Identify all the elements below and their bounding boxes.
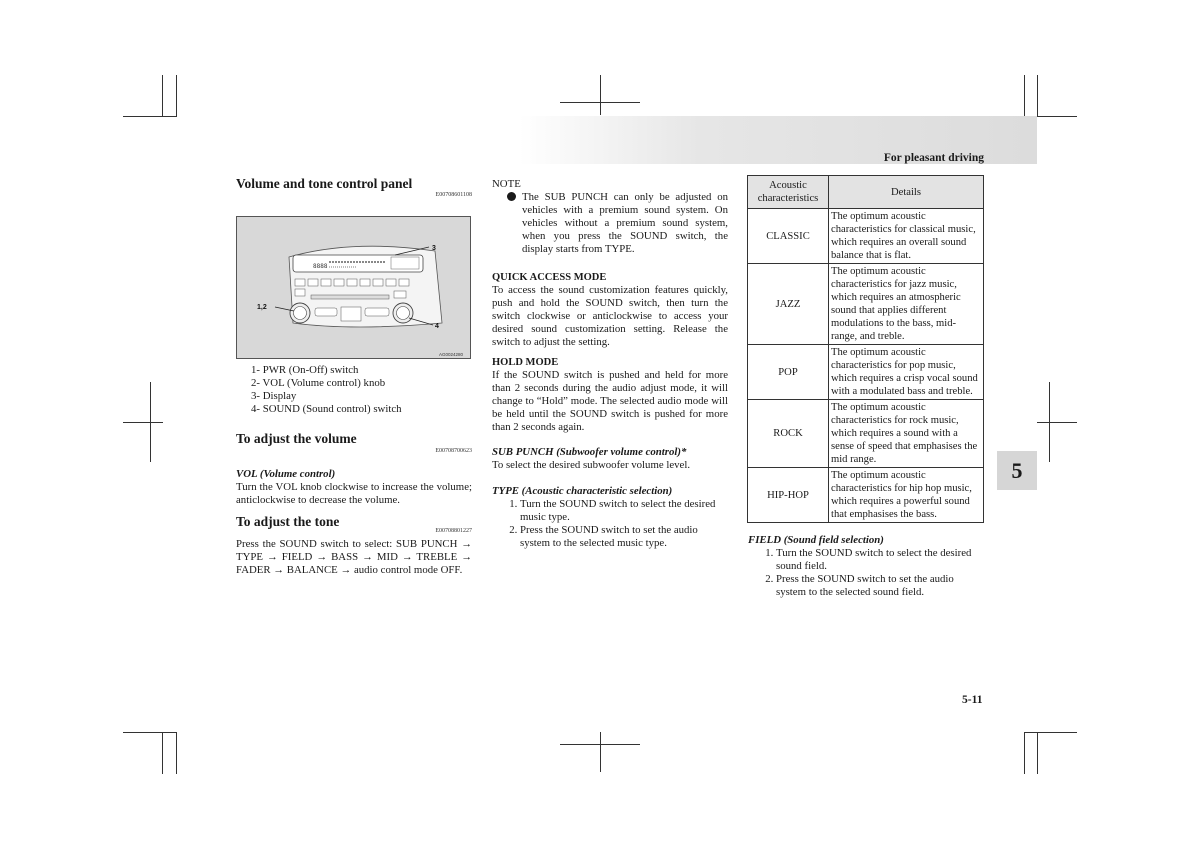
display-digits: 8888 (313, 263, 328, 270)
tone-body: Press the SOUND switch to select: SUB PUNCH → TYPE → FIELD → BASS → MID → TREBLE → FADER → BALANCE → audio control mode OFF. (236, 538, 472, 576)
crop-mark (1024, 732, 1025, 774)
table-header: Acoustic characteristics (748, 176, 829, 209)
hold-mode-body: If the SOUND switch is pushed and held for more than 2 seconds during the audio adjust mode, it will change to “Hold” mode. The selected audio mode will be held until the SOUND switch is pushed for more than 2 seconds again. (492, 369, 728, 433)
control-panel-figure (236, 216, 471, 359)
crop-mark (1037, 75, 1038, 117)
table-row (748, 400, 984, 468)
figure-legend (236, 364, 472, 416)
legend-item: 3- Display (251, 390, 297, 402)
table-cell-name: CLASSIC (748, 209, 829, 264)
callout-3: 3 (432, 245, 436, 252)
table-row (748, 468, 984, 523)
adjust-volume-code: E00708700623 (435, 448, 472, 454)
sub-punch-heading: SUB PUNCH (Subwoofer volume control)* (492, 446, 687, 458)
field-section (748, 534, 984, 599)
crop-mark (1024, 75, 1025, 117)
section-title: For pleasant driving (883, 152, 984, 164)
legend-item: 2- VOL (Volume control) knob (251, 377, 386, 389)
crop-mark (150, 382, 151, 462)
crop-mark (1037, 422, 1077, 423)
hold-mode-heading: HOLD MODE (492, 357, 559, 368)
table-cell-name: JAZZ (748, 264, 829, 345)
field-step: 1. Turn the SOUND switch to select the desired sound field. (776, 547, 984, 573)
table-row (748, 209, 984, 264)
crop-mark (1037, 732, 1038, 774)
quick-access-body: To access the sound customization features quickly, push and hold the SOUND switch, then turn the switch clockwise or anticlockwise to access your desired sound customization setting. Release the switch to adjust the setting. (492, 284, 728, 348)
legend-item: 4- SOUND (Sound control) switch (251, 403, 402, 415)
vol-body: Turn the VOL knob clockwise to increase the volume; anticlockwise to decrease the volume. (236, 481, 472, 506)
sub-punch-section (492, 446, 728, 472)
table-header-row (748, 176, 984, 209)
crop-mark (1049, 382, 1050, 462)
chapter-tab: 5 (997, 451, 1037, 490)
type-step: 1. Turn the SOUND switch to select the desired music type. (520, 498, 728, 524)
note-block (492, 178, 728, 256)
adjust-tone-heading: To adjust the tone (236, 514, 340, 529)
crop-mark (1024, 732, 1077, 733)
note-label: NOTE (492, 178, 521, 190)
table-cell-details: The optimum acoustic characteristics for pop music, which requires a crisp vocal sound with a modulated bass and treble. (829, 345, 984, 400)
table-cell-details: The optimum acoustic characteristics for rock music, which requires a sound with a sense of speed that emphasises the mid range. (829, 400, 984, 468)
adjust-tone-section (236, 515, 472, 577)
quick-access-heading: QUICK ACCESS MODE (492, 272, 607, 283)
acoustic-table (747, 175, 984, 523)
crop-mark (176, 732, 177, 774)
field-heading: FIELD (Sound field selection) (748, 534, 884, 546)
table-cell-name: ROCK (748, 400, 829, 468)
panel-heading: Volume and tone control panel (236, 176, 413, 191)
sub-punch-body: To select the desired subwoofer volume level. (492, 459, 691, 471)
note-body: The SUB PUNCH can only be adjusted on vehicles with a premium sound system. On vehicles without a premium sound system, when you press the SOUND switch, the display starts from TYPE. (522, 191, 728, 255)
figure-code: AG0024280 (439, 352, 464, 357)
table-row (748, 345, 984, 400)
table-row (748, 264, 984, 345)
callout-4: 4 (435, 323, 439, 330)
crop-mark (600, 75, 601, 115)
note-item (492, 191, 728, 256)
table-cell-details: The optimum acoustic characteristics for jazz music, which requires an atmospheric sound that applies different modulations to the bass, mid-range, and treble. (829, 264, 984, 345)
bullet-icon (507, 192, 516, 201)
crop-mark (123, 732, 177, 733)
table-cell-name: HIP-HOP (748, 468, 829, 523)
table-cell-name: POP (748, 345, 829, 400)
type-step: 2. Press the SOUND switch to set the audio system to the selected music type. (520, 524, 728, 550)
type-section (492, 485, 728, 550)
crop-mark (162, 732, 163, 774)
legend-item: 1- PWR (On-Off) switch (251, 364, 359, 376)
panel-heading-block (236, 176, 472, 198)
adjust-tone-code: E00708801227 (435, 528, 472, 534)
quick-access-section (492, 271, 728, 349)
crop-mark (600, 732, 601, 772)
crop-mark (162, 75, 163, 117)
field-step: 2. Press the SOUND switch to set the audio system to the selected sound field. (776, 573, 984, 599)
control-panel-illustration (237, 217, 470, 358)
table-cell-details: The optimum acoustic characteristics for hip hop music, which requires a powerful sound that emphasises the bass. (829, 468, 984, 523)
hold-mode-section (492, 356, 728, 434)
page-number: 5-11 (962, 694, 983, 706)
adjust-volume-heading: To adjust the volume (236, 431, 357, 446)
table-header: Details (829, 176, 984, 209)
callout-1-2: 1,2 (257, 304, 267, 311)
vol-subheading: VOL (Volume control) (236, 468, 336, 480)
adjust-volume-section (236, 432, 472, 507)
crop-mark (123, 116, 177, 117)
type-heading: TYPE (Acoustic characteristic selection) (492, 485, 673, 497)
table-cell-details: The optimum acoustic characteristics for classical music, which requires an overall sound balance that is flat. (829, 209, 984, 264)
crop-mark (123, 422, 163, 423)
panel-code: E00708601108 (435, 192, 472, 198)
crop-mark (176, 75, 177, 117)
